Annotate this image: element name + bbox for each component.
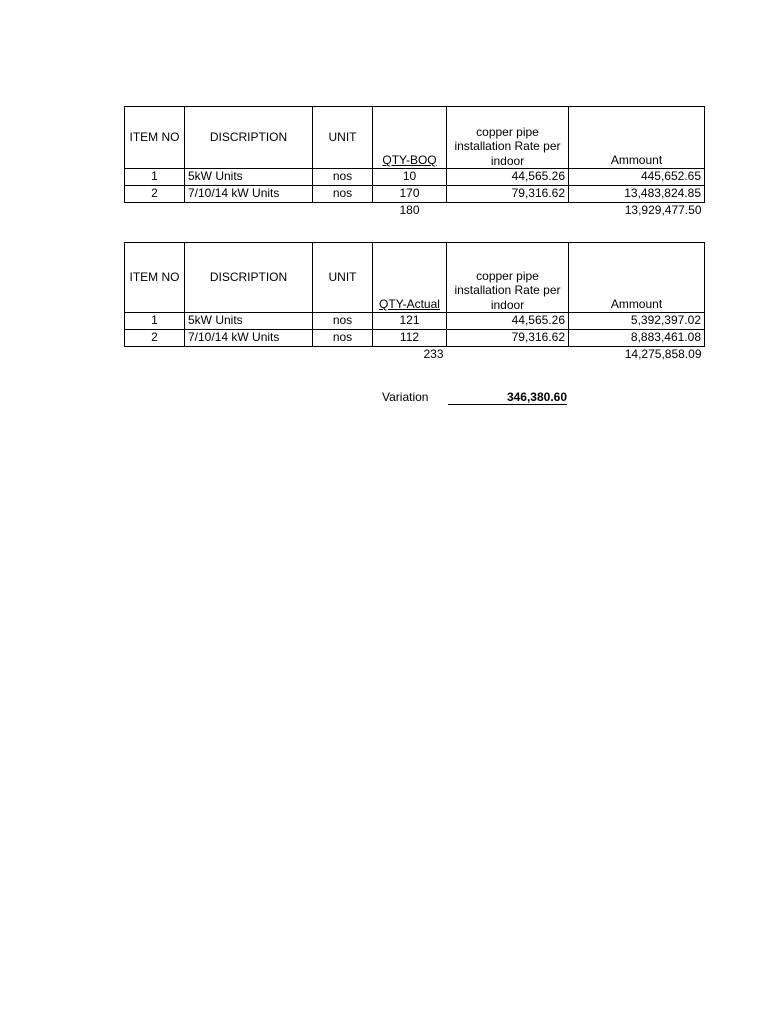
total-row [125, 347, 705, 364]
qty-cell: 121 [373, 313, 447, 330]
item-no-cell: 1 [125, 313, 185, 330]
boq-header-row [125, 107, 705, 169]
variation-value: 346,380.60 [448, 390, 567, 405]
unit-cell: nos [313, 186, 373, 203]
rate-header: copper pipe installation Rate per indoor [447, 243, 569, 313]
unit-cell: nos [313, 330, 373, 347]
total-qty: 180 [399, 203, 420, 218]
amount-cell: 445,652.65 [569, 169, 705, 186]
actual-table [124, 242, 705, 364]
total-amount: 14,275,858.09 [624, 347, 702, 362]
boq-table [124, 106, 705, 220]
qty-actual-header: QTY-Actual [373, 243, 447, 313]
item-no-header: ITEM NO [125, 107, 185, 169]
description-cell: 7/10/14 kW Units [185, 186, 313, 203]
variation-label: Variation [382, 390, 429, 404]
description-cell: 5kW Units [185, 169, 313, 186]
amount-header: Ammount [569, 107, 705, 169]
table-row [125, 330, 705, 347]
table-row [125, 169, 705, 186]
rate-header: copper pipe installation Rate per indoor [447, 107, 569, 169]
rate-cell: 79,316.62 [447, 186, 569, 203]
qty-cell: 170 [373, 186, 447, 203]
unit-cell: nos [313, 313, 373, 330]
table-row [125, 186, 705, 203]
actual-header-row [125, 243, 705, 313]
table-row [125, 313, 705, 330]
total-row [125, 203, 705, 220]
rate-cell: 44,565.26 [447, 169, 569, 186]
total-qty: 233 [423, 347, 444, 362]
amount-header: Ammount [569, 243, 705, 313]
total-amount: 13,929,477.50 [624, 203, 702, 218]
description-header: DISCRIPTION [185, 107, 313, 169]
amount-cell: 5,392,397.02 [569, 313, 705, 330]
description-cell: 7/10/14 kW Units [185, 330, 313, 347]
rate-cell: 79,316.62 [447, 330, 569, 347]
description-cell: 5kW Units [185, 313, 313, 330]
qty-cell: 10 [373, 169, 447, 186]
item-no-cell: 1 [125, 169, 185, 186]
qty-cell: 112 [373, 330, 447, 347]
amount-cell: 8,883,461.08 [569, 330, 705, 347]
unit-cell: nos [313, 169, 373, 186]
item-no-cell: 2 [125, 186, 185, 203]
unit-header: UNIT [313, 107, 373, 169]
description-header: DISCRIPTION [185, 243, 313, 313]
qty-boq-header: QTY-BOQ [373, 107, 447, 169]
unit-header: UNIT [313, 243, 373, 313]
rate-cell: 44,565.26 [447, 313, 569, 330]
item-no-cell: 2 [125, 330, 185, 347]
amount-cell: 13,483,824.85 [569, 186, 705, 203]
item-no-header: ITEM NO [125, 243, 185, 313]
variation-line [382, 389, 567, 405]
